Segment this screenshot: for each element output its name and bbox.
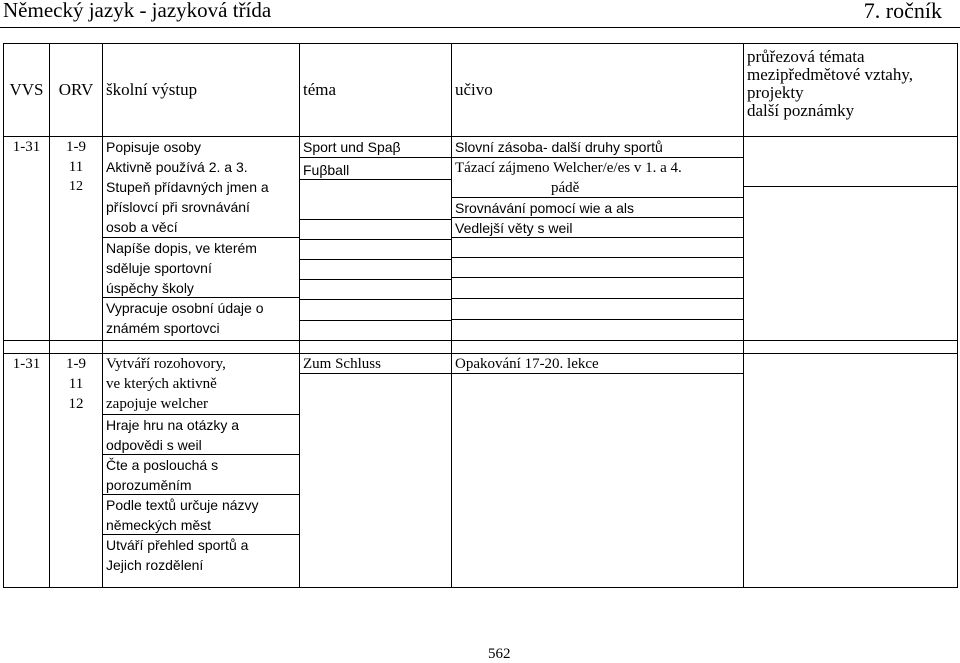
notes-box bbox=[744, 186, 957, 337]
document-title: Německý jazyk - jazyková třída bbox=[3, 0, 272, 22]
outcome-line: odpovědi s weil bbox=[106, 437, 202, 453]
outcome-line: Čte a poslouchá s bbox=[106, 457, 219, 473]
col-header-topic: téma bbox=[300, 44, 452, 137]
curriculum-line: Srovnávání pomocí wie a als bbox=[455, 200, 634, 216]
notes-box bbox=[744, 137, 957, 186]
spacer-cell bbox=[452, 341, 744, 354]
outcome-line: Vytváří rozohovory, bbox=[106, 356, 226, 372]
curriculum-box bbox=[452, 157, 743, 197]
spacer-cell bbox=[4, 341, 50, 354]
outcome-line: Hraje hru na otázky a bbox=[106, 417, 240, 433]
outcome-box bbox=[103, 454, 299, 494]
outcome-cell bbox=[103, 354, 300, 588]
topic-cell bbox=[300, 137, 452, 341]
outcome-line: porozuměním bbox=[106, 477, 192, 493]
outcome-line: Utváří přehled sportů a bbox=[106, 537, 249, 553]
table-header-row bbox=[4, 44, 958, 137]
curriculum-box bbox=[452, 298, 743, 319]
notes-header-line: další poznámky bbox=[747, 101, 855, 120]
curriculum-box bbox=[452, 197, 743, 217]
outcome-line: sděluje sportovní bbox=[106, 260, 212, 276]
outcome-cell bbox=[103, 137, 300, 341]
curriculum-line: Vedlejší věty s weil bbox=[455, 220, 573, 236]
orv-value: 11 bbox=[68, 159, 84, 175]
spacer-cell bbox=[103, 341, 300, 354]
spacer-cell bbox=[50, 341, 103, 354]
notes-header-line: projekty bbox=[747, 83, 804, 102]
topic-box bbox=[300, 320, 451, 340]
outcome-line: Popisuje osoby bbox=[106, 139, 201, 155]
orv-value: 12 bbox=[69, 179, 83, 194]
topic-box bbox=[300, 179, 451, 219]
topic-box bbox=[300, 279, 451, 299]
notes-cell bbox=[744, 137, 958, 341]
col-header-vvs: VVS bbox=[4, 44, 50, 137]
topic-line: Sport und Spaβ bbox=[303, 139, 401, 155]
notes-header-line: průřezová témata bbox=[747, 47, 865, 66]
notes-cell bbox=[744, 354, 958, 588]
curriculum-line: Slovní zásoba- další druhy sportů bbox=[455, 139, 663, 155]
outcome-box bbox=[103, 237, 299, 297]
curriculum-cell bbox=[452, 137, 744, 341]
table-row bbox=[4, 137, 958, 341]
page-number: 562 bbox=[488, 646, 511, 662]
topic-cell bbox=[300, 354, 452, 588]
orv-value: 11 bbox=[68, 376, 84, 392]
curriculum-table bbox=[3, 43, 958, 588]
outcome-box bbox=[103, 534, 299, 575]
col-header-orv: ORV bbox=[50, 44, 103, 137]
topic-box bbox=[300, 137, 451, 157]
table-spacer-row bbox=[4, 341, 958, 354]
topic-line: Zum Schluss bbox=[303, 356, 381, 372]
outcome-line: německých měst bbox=[106, 517, 212, 533]
outcome-line: Vypracuje osobní údaje o bbox=[106, 300, 264, 316]
outcome-box bbox=[103, 297, 299, 338]
outcome-line: úspěchy školy bbox=[106, 280, 194, 296]
orv-value: 1-9 bbox=[66, 139, 86, 155]
outcome-line: osob a věcí bbox=[106, 219, 178, 235]
orv-value: 12 bbox=[68, 396, 84, 412]
curriculum-box bbox=[452, 257, 743, 277]
curriculum-box bbox=[452, 373, 743, 587]
orv-cell bbox=[50, 137, 103, 341]
vvs-value: 1-31 bbox=[12, 139, 41, 155]
outcome-box bbox=[103, 414, 299, 454]
col-header-notes bbox=[744, 44, 958, 137]
topic-box bbox=[300, 373, 451, 587]
topic-box bbox=[300, 219, 451, 239]
outcome-line: Aktivně používá 2. a 3. bbox=[106, 159, 248, 175]
grade-label: 7. ročník bbox=[863, 0, 942, 23]
col-header-outcome: školní výstup bbox=[103, 44, 300, 137]
topic-box bbox=[300, 299, 451, 320]
table-row bbox=[4, 354, 958, 588]
outcome-line: zapojuje welcher bbox=[106, 396, 209, 412]
outcome-line: Podle textů určuje názvy bbox=[106, 497, 259, 513]
curriculum-line: Tázací zájmeno Welcher/e/es v 1. a 4. bbox=[455, 160, 682, 176]
curriculum-box bbox=[452, 137, 743, 157]
outcome-box bbox=[103, 354, 299, 414]
orv-cell bbox=[50, 354, 103, 588]
curriculum-line: Opakování 17-20. lekce bbox=[455, 356, 599, 372]
topic-box bbox=[300, 239, 451, 259]
curriculum-box bbox=[452, 217, 743, 237]
vvs-cell bbox=[4, 354, 50, 588]
topic-box bbox=[300, 259, 451, 279]
curriculum-box bbox=[452, 277, 743, 298]
vvs-value: 1-31 bbox=[12, 356, 41, 372]
curriculum-box bbox=[452, 237, 743, 257]
outcome-line: Napíše dopis, ve kterém bbox=[106, 240, 257, 256]
outcome-line: Stupeň přídavných jmen a bbox=[106, 179, 269, 195]
vvs-cell bbox=[4, 137, 50, 341]
orv-value: 1-9 bbox=[66, 356, 86, 372]
topic-line: Fuβball bbox=[303, 162, 350, 178]
outcome-line: Jejich rozdělení bbox=[106, 557, 204, 573]
topic-box bbox=[300, 354, 451, 373]
curriculum-cell bbox=[452, 354, 744, 588]
outcome-box bbox=[103, 137, 299, 237]
curriculum-box bbox=[452, 319, 743, 338]
topic-box bbox=[300, 157, 451, 179]
spacer-cell bbox=[744, 341, 958, 354]
notes-header-line: mezipředmětové vztahy, bbox=[747, 65, 913, 84]
curriculum-box bbox=[452, 354, 743, 373]
header-rule bbox=[0, 27, 960, 28]
outcome-box bbox=[103, 494, 299, 534]
col-header-curriculum: učivo bbox=[452, 44, 744, 137]
outcome-line: známém sportovci bbox=[106, 320, 220, 336]
outcome-line: ve kterých aktivně bbox=[106, 376, 217, 392]
outcome-line: příslovcí při srovnávání bbox=[106, 199, 250, 215]
spacer-cell bbox=[300, 341, 452, 354]
curriculum-line: pádě bbox=[551, 180, 580, 196]
